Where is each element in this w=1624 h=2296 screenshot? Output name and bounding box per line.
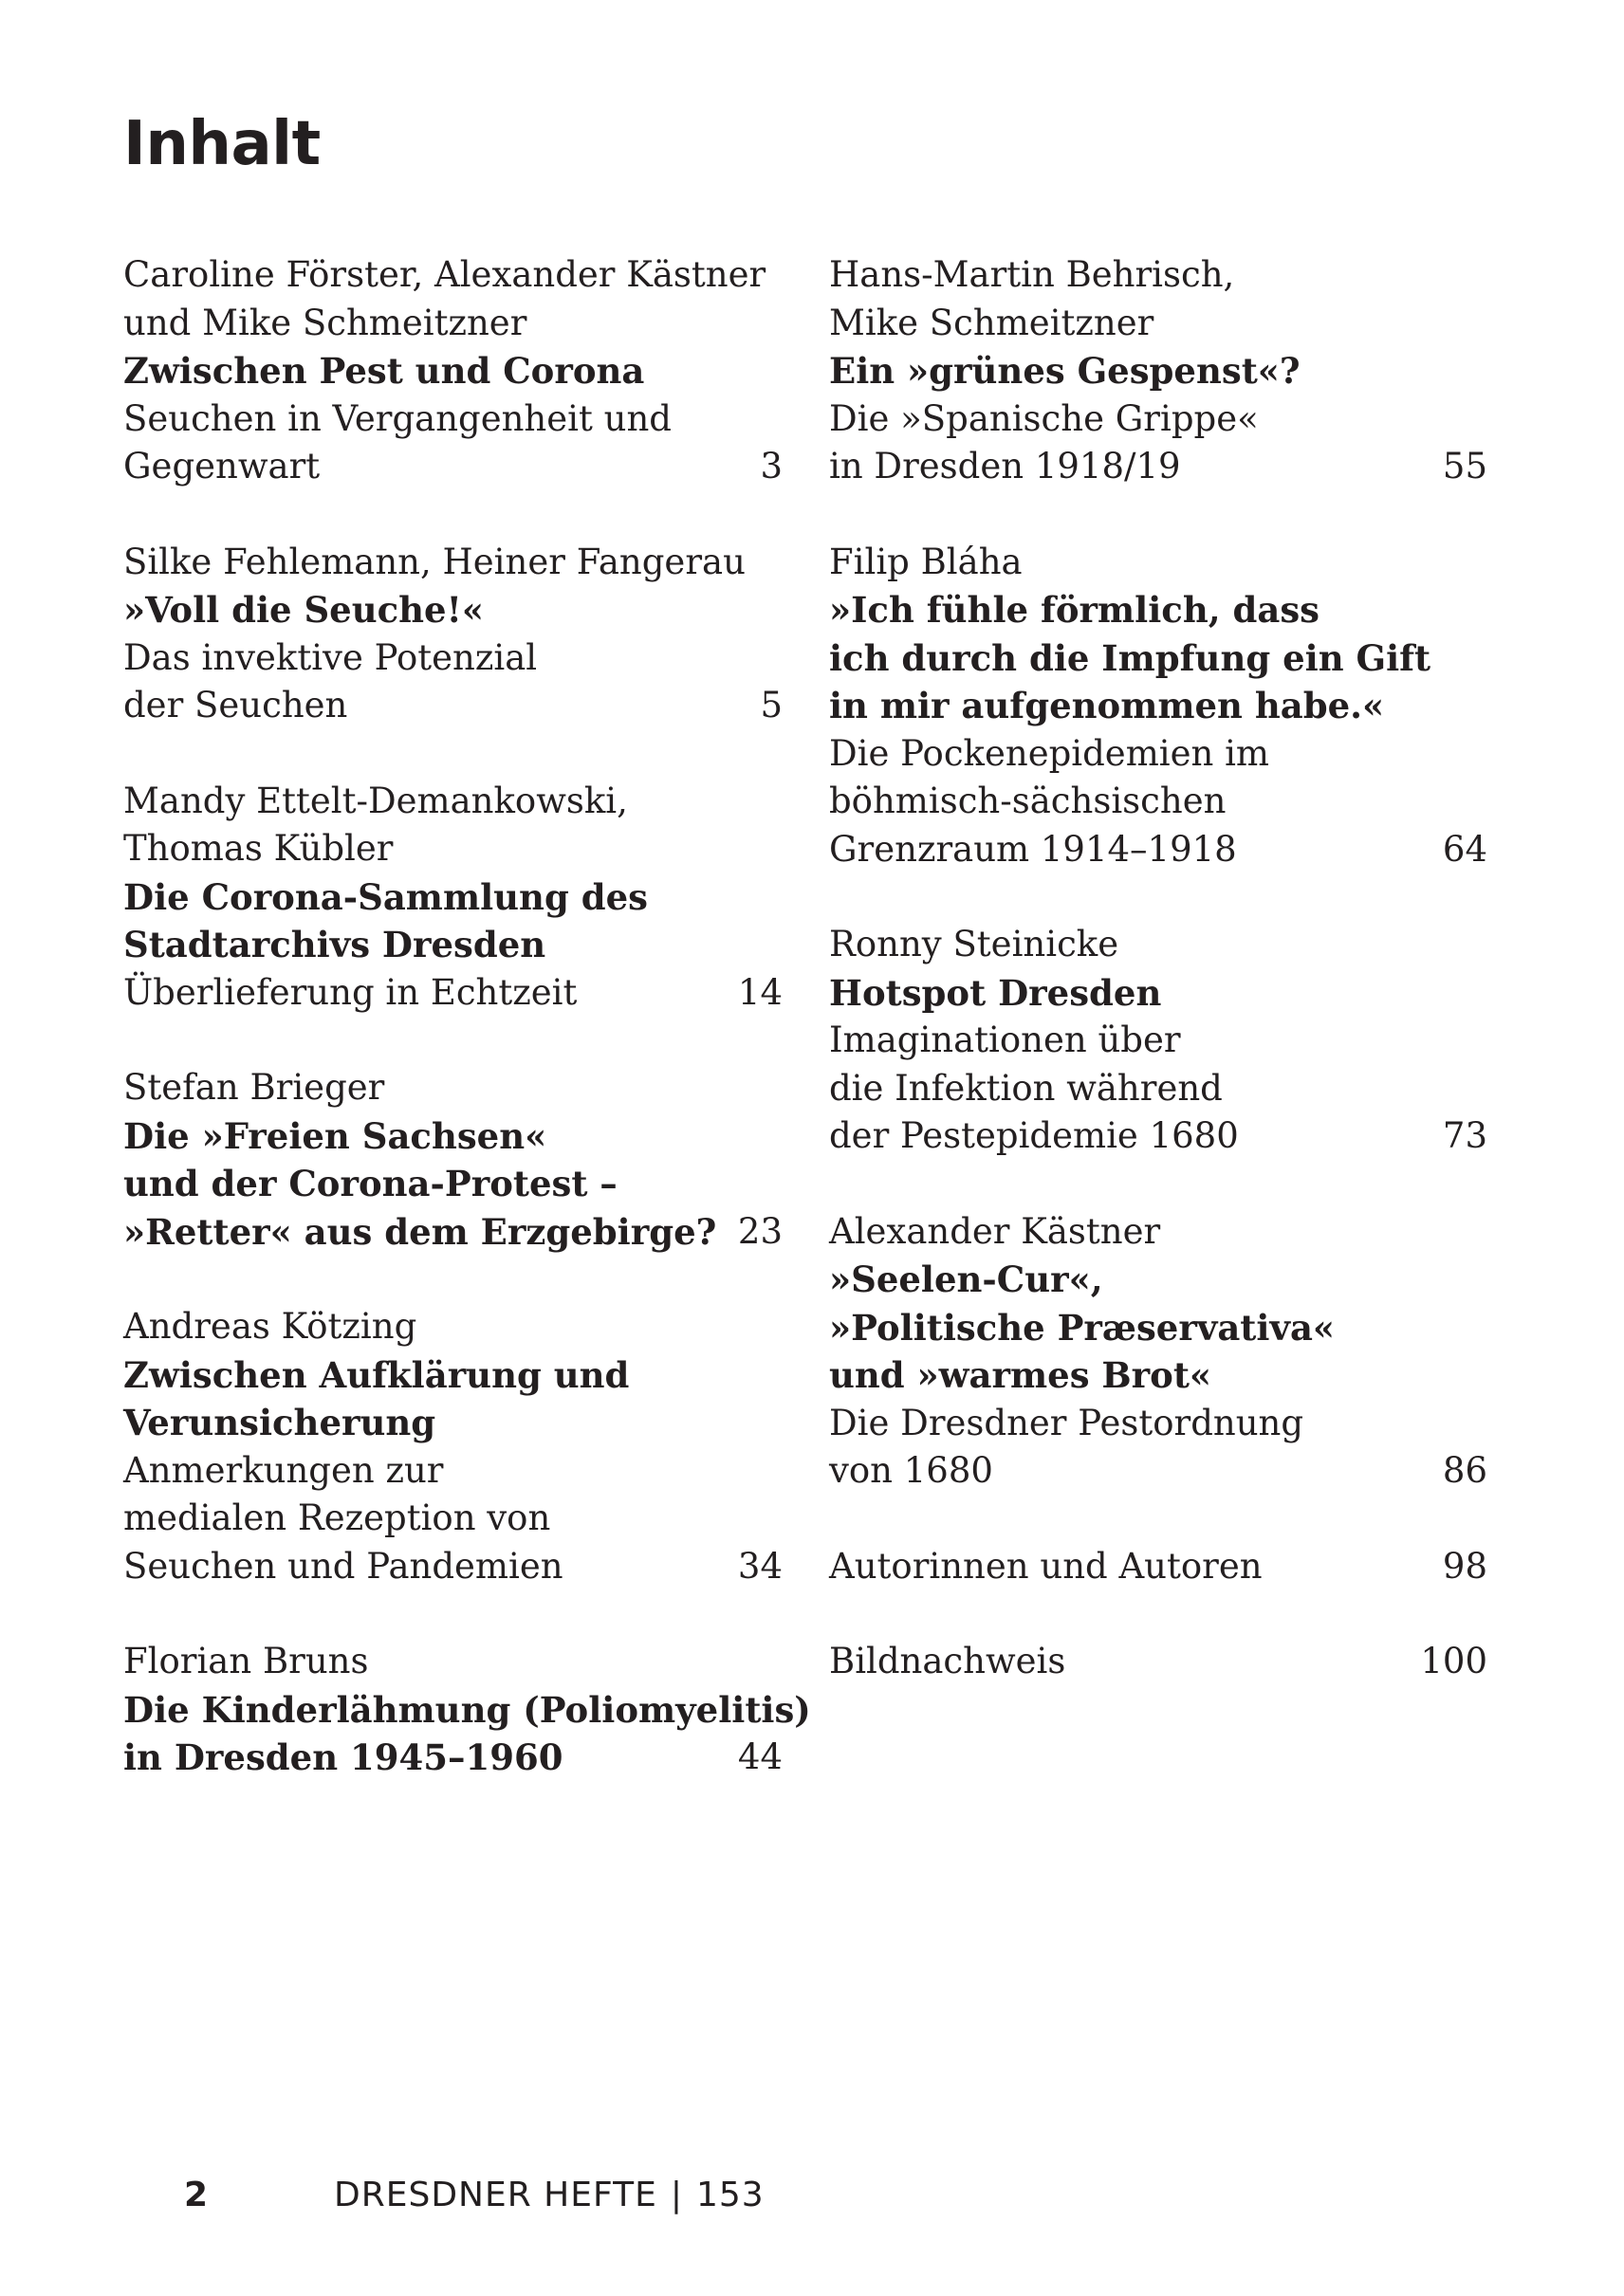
entry-page-number: 100 (1420, 1641, 1487, 1681)
entry-subtitle-line-text: Anmerkungen zur (123, 1449, 444, 1491)
entry-title-line-text: und der Corona-Protest – (123, 1163, 618, 1204)
entry-title-line (123, 873, 783, 922)
entry-page-number: 44 (737, 1736, 783, 1777)
entry-subtitle-line (829, 826, 1487, 874)
entry-page-number: 64 (1442, 828, 1487, 870)
entry-page-number: 34 (737, 1545, 783, 1587)
entry-page-number: 3 (760, 446, 783, 487)
entry-title-line (123, 347, 783, 395)
toc-entry[interactable] (123, 778, 783, 1018)
entry-subtitle-line (123, 443, 783, 491)
entry-author-line (123, 1303, 783, 1351)
entry-subtitle-line (123, 1447, 783, 1496)
page-title: Inhalt (123, 109, 321, 179)
folio-page-number: 2 (184, 2176, 209, 2214)
entry-author-line-text: Silke Fehlemann, Heiner Fangerau (123, 541, 746, 582)
entry-page-number: 55 (1442, 446, 1487, 487)
entry-title-line-text: »Retter« aus dem Erzgebirge? (123, 1210, 717, 1253)
entry-author-line (829, 1638, 1487, 1686)
entry-author-line (829, 539, 1487, 587)
entry-title-line-text: und »warmes Brot« (829, 1354, 1212, 1396)
entry-author-line (123, 300, 783, 348)
entry-author-line-text: Stefan Brieger (123, 1067, 385, 1108)
entry-title-line (123, 586, 783, 634)
entry-title-line (123, 1160, 783, 1208)
entry-page-number: 5 (760, 685, 783, 726)
toc-entry[interactable] (829, 1638, 1487, 1686)
entry-subtitle-line-text: Seuchen in Vergangenheit und (123, 397, 672, 439)
toc-entry[interactable] (123, 251, 783, 491)
entry-page-number: 73 (1442, 1115, 1487, 1156)
entry-subtitle-line-text: Die Pockenepidemien im (829, 732, 1270, 774)
entry-subtitle-line (829, 395, 1487, 444)
entry-title-line (123, 1399, 783, 1447)
entry-author-line-text: Ronny Steinicke (829, 924, 1119, 964)
entry-author-line (123, 825, 783, 873)
entry-title-line-text: Hotspot Dresden (829, 971, 1162, 1014)
entry-author-line-text: Thomas Kübler (123, 828, 394, 869)
entry-title-line-text: »Voll die Seuche!« (123, 589, 484, 631)
entry-author-line (829, 300, 1487, 348)
entry-title-line-text: »Politische Præservativa« (829, 1306, 1336, 1349)
entry-title-line (123, 1351, 783, 1400)
entry-page-number: 14 (737, 971, 783, 1013)
entry-subtitle-line-text: böhmisch-sächsischen (829, 781, 1227, 821)
entry-title-line (829, 634, 1487, 683)
entry-title-line-text: Die Corona-Sammlung des (123, 875, 648, 918)
entry-subtitle-line (123, 634, 783, 683)
entry-subtitle-line (829, 1400, 1487, 1448)
entry-author-line (829, 1208, 1487, 1257)
entry-title-line-text: Zwischen Aufklärung und (123, 1353, 630, 1396)
entry-author-line (123, 539, 783, 587)
entry-title-line-text: Die Kinderlähmung (Poliomyelitis) (123, 1688, 811, 1731)
entry-title-line-text: in mir aufgenommen habe.« (829, 685, 1385, 726)
entry-author-line (829, 1543, 1487, 1591)
entry-subtitle-line (829, 443, 1487, 491)
entry-title-line-text: Stadtarchivs Dresden (123, 924, 546, 965)
toc-entry[interactable] (829, 251, 1487, 491)
entry-subtitle-line-text: Seuchen und Pandemien (123, 1545, 563, 1587)
entry-subtitle-line-text: die Infektion während (829, 1067, 1223, 1109)
entry-subtitle-line-text: Grenzraum 1914–1918 (829, 828, 1237, 870)
entry-page-number: 86 (1442, 1450, 1487, 1491)
entry-subtitle-line (829, 778, 1487, 826)
entry-subtitle-line-text: Das invektive Potenzial (123, 636, 538, 678)
series-separator: | (670, 2176, 683, 2214)
entry-subtitle-line (829, 730, 1487, 779)
entry-title-line (829, 1256, 1487, 1304)
entry-subtitle-line-text: von 1680 (829, 1450, 993, 1491)
entry-page-number: 98 (1442, 1545, 1487, 1587)
entry-author-line (123, 251, 783, 300)
entry-subtitle-line (123, 682, 783, 730)
entry-page-number: 23 (737, 1210, 783, 1252)
entry-author-line-text: Alexander Kästner (829, 1210, 1161, 1252)
series-name: DRESDNER HEFTE (334, 2176, 657, 2214)
toc-column-left (123, 251, 811, 1829)
toc-entry[interactable] (829, 539, 1487, 874)
entry-title-line (829, 682, 1487, 730)
entry-author-line-text: Mike Schmeitzner (829, 302, 1154, 343)
entry-subtitle-line-text: Überlieferung in Echtzeit (123, 971, 578, 1013)
entry-author-line-text: Hans-Martin Behrisch, (829, 254, 1235, 295)
entry-author-line-text: Filip Bláha (829, 541, 1023, 582)
entry-title-line-text: Die »Freien Sachsen« (123, 1114, 547, 1157)
entry-title-line-text: Zwischen Pest und Corona (123, 350, 645, 392)
entry-title-line (123, 1208, 783, 1257)
series-title (334, 2172, 765, 2219)
entry-subtitle-line-text: medialen Rezeption von (123, 1497, 551, 1538)
page-footer (0, 2172, 1624, 2219)
entry-subtitle-line-text: Die »Spanische Grippe« (829, 397, 1259, 439)
entry-title-line-text: in Dresden 1945–1960 (123, 1736, 563, 1778)
entry-subtitle-line-text: der Pestepidemie 1680 (829, 1115, 1239, 1156)
entry-title-line (123, 921, 783, 969)
entry-subtitle-line-text: Imaginationen über (829, 1019, 1181, 1060)
entry-title-line (829, 969, 1487, 1018)
series-issue: 153 (695, 2176, 765, 2214)
entry-subtitle-line-text: Gegenwart (123, 446, 321, 487)
entry-title-line (829, 1351, 1487, 1400)
entry-author-line-text: Andreas Kötzing (123, 1306, 417, 1347)
entry-title-line (123, 1112, 783, 1161)
entry-author-line (123, 1064, 783, 1112)
entry-author-line-text: Mandy Ettelt-Demankowski, (123, 780, 628, 821)
entry-author-line-text: Autorinnen und Autoren (829, 1545, 1263, 1587)
entry-title-line (829, 586, 1487, 634)
entry-title-line-text: Ein »grünes Gespenst«? (829, 350, 1301, 392)
entry-subtitle-line (829, 1017, 1487, 1065)
entry-subtitle-line (829, 1447, 1487, 1496)
entry-subtitle-line-text: Die Dresdner Pestordnung (829, 1402, 1304, 1443)
entry-title-line (123, 1686, 811, 1735)
entry-title-line-text: »Seelen-Cur«, (829, 1258, 1103, 1300)
entry-title-line (123, 1734, 783, 1782)
entry-subtitle-line (123, 1543, 783, 1591)
toc-entry[interactable] (829, 921, 1487, 1161)
entry-title-line-text: Verunsicherung (123, 1402, 436, 1443)
toc-entry[interactable] (829, 1543, 1487, 1591)
entry-title-line-text: ich durch die Impfung ein Gift (829, 636, 1431, 679)
entry-author-line-text: Caroline Förster, Alexander Kästner (123, 254, 766, 295)
entry-author-line (829, 921, 1487, 969)
entry-title-line (829, 1304, 1487, 1352)
entry-author-line (123, 778, 783, 826)
toc-entry[interactable] (123, 1303, 783, 1590)
toc-entry[interactable] (123, 539, 783, 730)
toc-entry[interactable] (123, 1638, 811, 1782)
entry-author-line-text: und Mike Schmeitzner (123, 302, 527, 343)
entry-subtitle-line (123, 969, 783, 1018)
entry-subtitle-line (123, 395, 783, 444)
entry-author-line (829, 251, 1487, 300)
entry-title-line (829, 347, 1487, 395)
entry-title-line-text: »Ich fühle förmlich, dass (829, 589, 1320, 631)
toc-entry[interactable] (123, 1064, 783, 1256)
entry-subtitle-line-text: der Seuchen (123, 685, 348, 726)
entry-author-line-text: Florian Bruns (123, 1641, 369, 1681)
entry-subtitle-line (829, 1112, 1487, 1161)
entry-author-line (123, 1638, 783, 1686)
entry-subtitle-line (829, 1065, 1487, 1113)
toc-column-right (829, 251, 1487, 1734)
toc-entry[interactable] (829, 1208, 1487, 1496)
entry-author-line-text: Bildnachweis (829, 1641, 1066, 1681)
entry-subtitle-line-text: in Dresden 1918/19 (829, 446, 1181, 487)
entry-subtitle-line (123, 1495, 783, 1543)
